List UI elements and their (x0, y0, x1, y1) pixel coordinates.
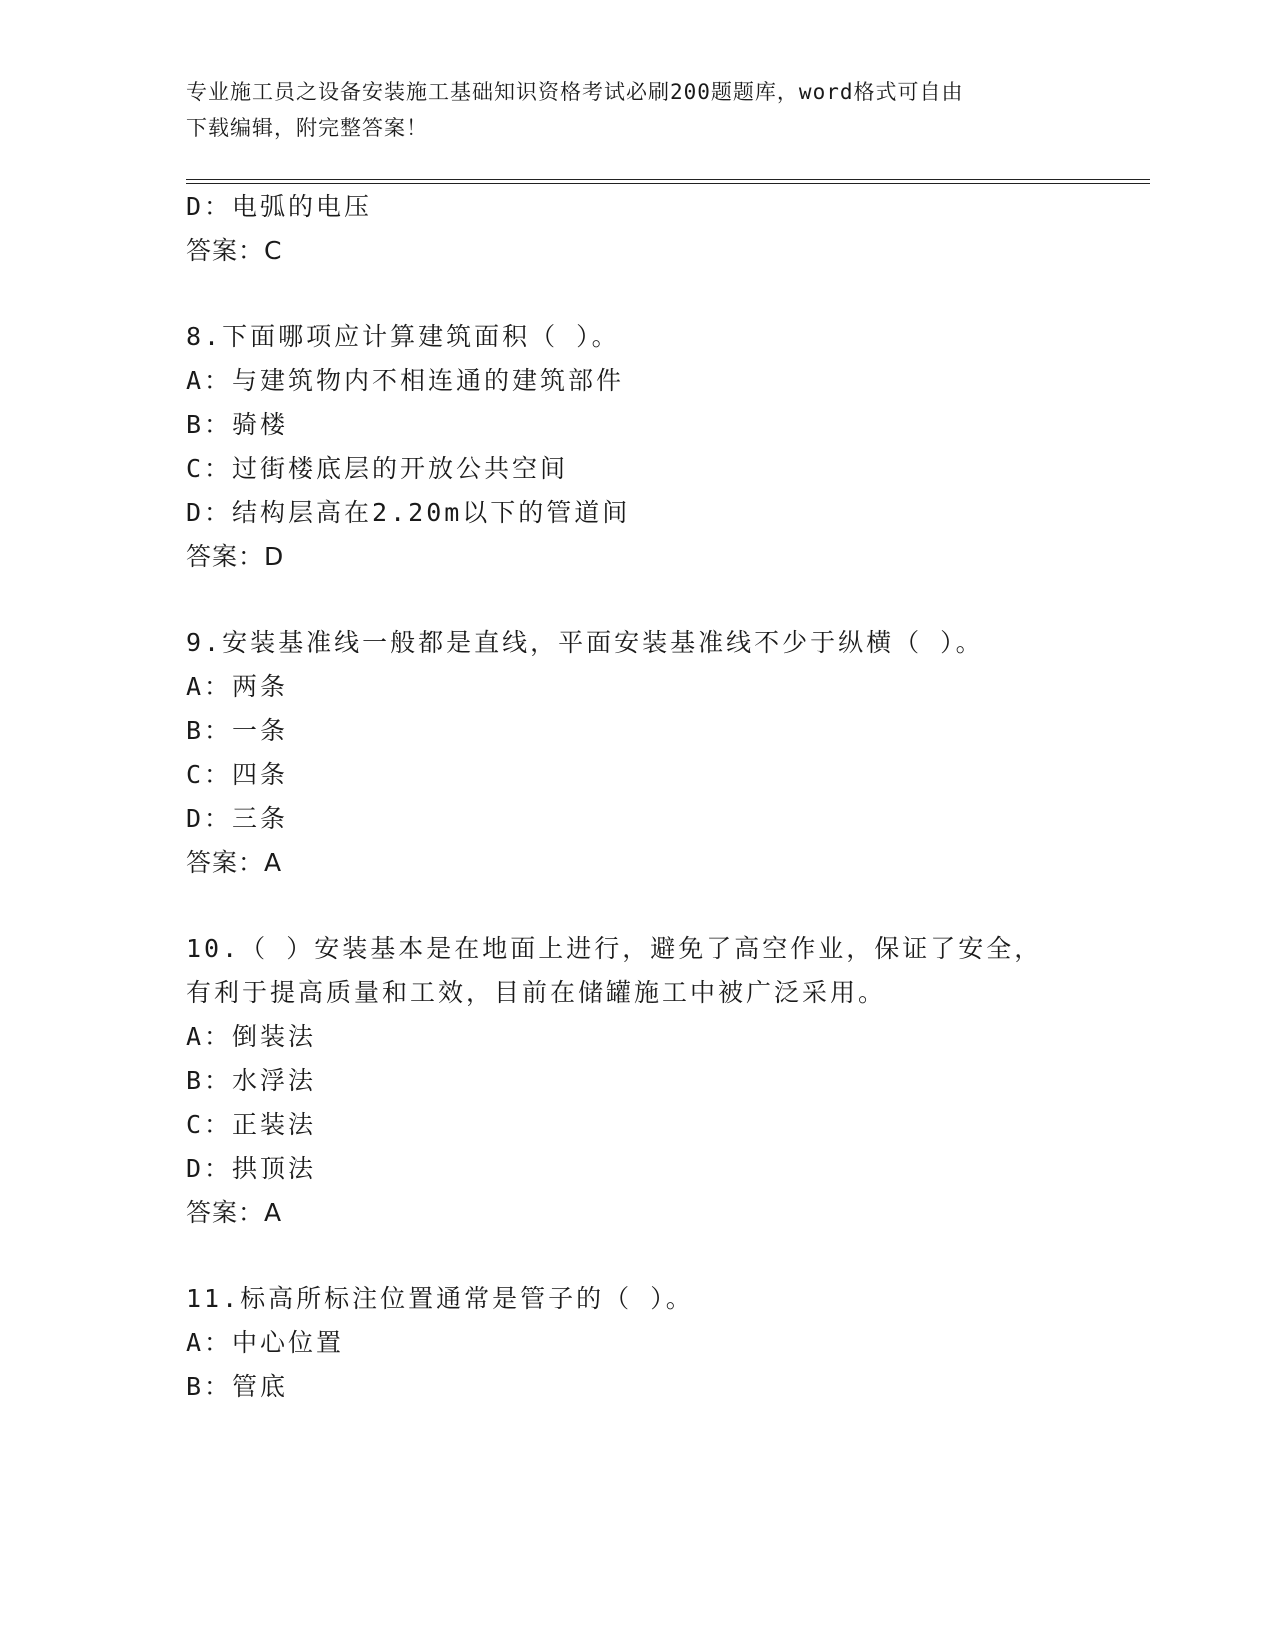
question-10-line-1: 10.（ ）安装基本是在地面上进行，避免了高空作业，保证了安全， (186, 934, 1043, 963)
answer-q9: 答案：A (186, 848, 283, 877)
option-c-q10: C：正装法 (186, 1110, 317, 1139)
option-b-q9: B：一条 (186, 716, 289, 745)
question-9: 9.安装基准线一般都是直线，平面安装基准线不少于纵横（ ）。 (186, 628, 984, 657)
option-b-q11: B：管底 (186, 1372, 289, 1401)
option-a-q8: A：与建筑物内不相连通的建筑部件 (186, 366, 625, 395)
option-d-q9: D：三条 (186, 804, 289, 833)
option-d-q8: D：结构层高在2.20m以下的管道间 (186, 498, 631, 527)
header-title-line-2: 下载编辑，附完整答案！ (186, 116, 428, 140)
option-a-q10: A：倒装法 (186, 1022, 317, 1051)
option-b-q8: B：骑楼 (186, 410, 289, 439)
option-b-q10: B：水浮法 (186, 1066, 317, 1095)
answer-q8: 答案：D (186, 542, 285, 571)
answer-q7: 答案：C (186, 236, 283, 265)
option-c-q9: C：四条 (186, 760, 289, 789)
header-divider-bottom (186, 183, 1150, 184)
question-8: 8.下面哪项应计算建筑面积（ ）。 (186, 322, 620, 351)
header-divider-top (186, 179, 1150, 180)
question-10-line-2: 有利于提高质量和工效，目前在储罐施工中被广泛采用。 (186, 978, 887, 1007)
page-header (186, 74, 1086, 146)
option-c-q8: C：过街楼底层的开放公共空间 (186, 454, 569, 483)
option-d-q7: D：电弧的电压 (186, 192, 373, 221)
question-11: 11.标高所标注位置通常是管子的（ ）。 (186, 1284, 694, 1313)
header-title-line-1: 专业施工员之设备安装施工基础知识资格考试必刷200题题库，word格式可自由 (186, 80, 964, 104)
option-a-q11: A：中心位置 (186, 1328, 345, 1357)
option-a-q9: A：两条 (186, 672, 289, 701)
option-d-q10: D：拱顶法 (186, 1154, 317, 1183)
answer-q10: 答案：A (186, 1198, 283, 1227)
